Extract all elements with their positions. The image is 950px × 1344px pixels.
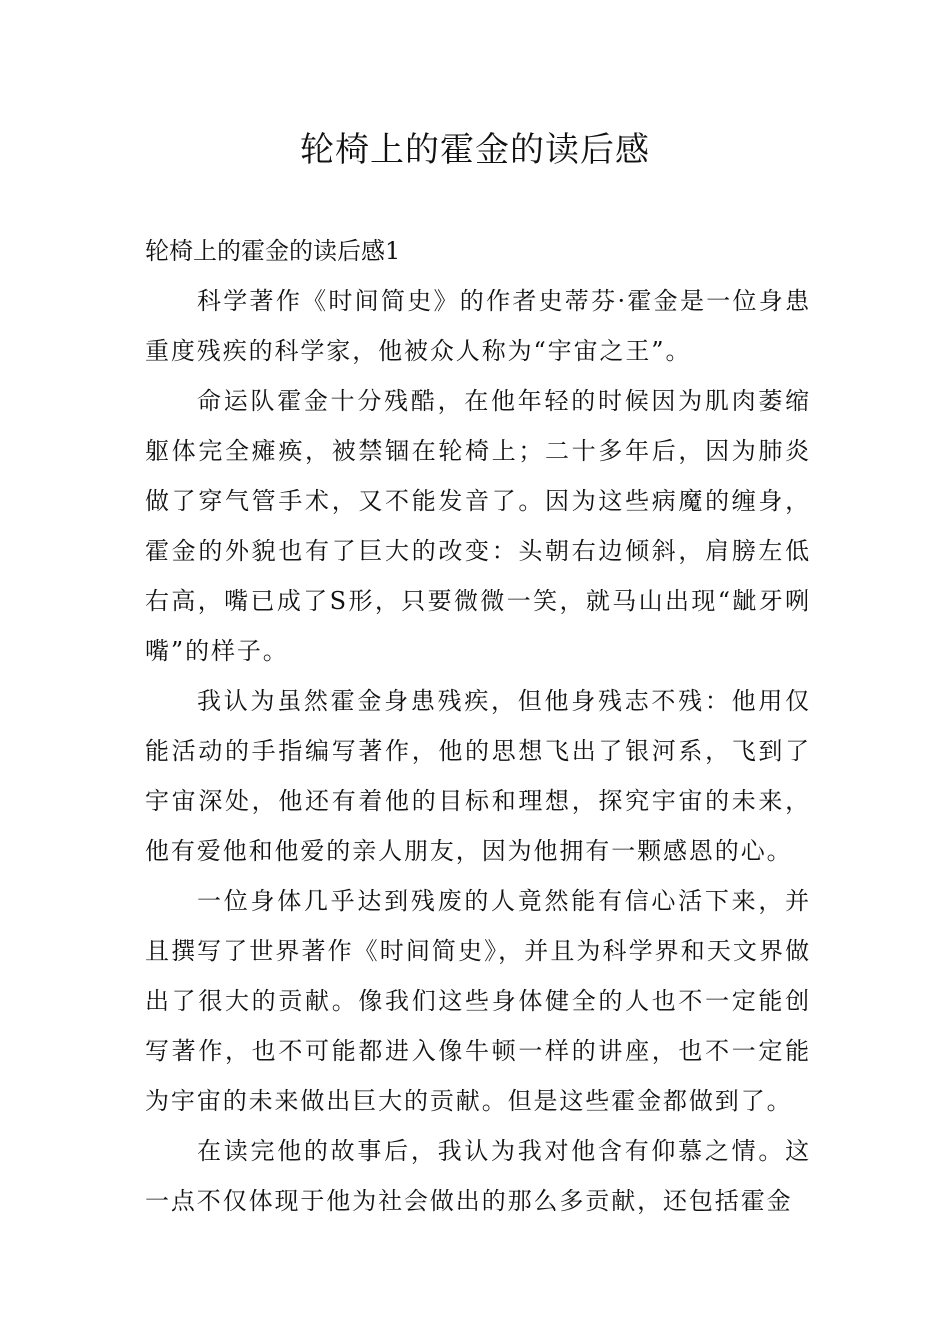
paragraph-admiration: 在读完他的故事后，我认为我对他含有仰慕之情。这一点不仅体现于他为社会做出的那么多贡献，还包括霍金: [145, 1137, 811, 1215]
paragraph-will: 我认为虽然霍金身患残疾，但他身残志不残：他用仅能活动的手指编写著作，他的思想飞出了银河系，飞到了宇宙深处，他还有着他的目标和理想，探究宇宙的未来，他有爱他和他爱的亲人朋友，因为他拥有一颗感恩的心。: [145, 687, 811, 865]
document-title: 轮椅上的霍金的读后感: [300, 130, 650, 170]
paragraph-contribution: 一位身体几乎达到残废的人竟然能有信心活下来，并且撰写了世界著作《时间简史》，并且为科学界和天文界做出了很大的贡献。像我们这些身体健全的人也不一定能创写著作，也不可能都进入像牛顿一样的讲座，也不一定能为宇宙的未来做出巨大的贡献。但是这些霍金都做到了。: [145, 887, 811, 1115]
document-body: [145, 226, 811, 1226]
paragraph-fate: 命运队霍金十分残酷，在他年轻的时候因为肌肉萎缩躯体完全瘫痪，被禁锢在轮椅上；二十多年后，因为肺炎做了穿气管手术，又不能发音了。因为这些病魔的缠身，霍金的外貌也有了巨大的改变：头朝右边倾斜，肩膀左低右高，嘴已成了S形，只要微微一笑，就马山出现“龇牙咧嘴”的样子。: [145, 387, 811, 665]
section-heading: 轮椅上的霍金的读后感1: [145, 237, 401, 265]
paragraph-intro: 科学著作《时间简史》的作者史蒂芬·霍金是一位身患重度残疾的科学家，他被众人称为“宇宙之王”。: [145, 287, 811, 365]
